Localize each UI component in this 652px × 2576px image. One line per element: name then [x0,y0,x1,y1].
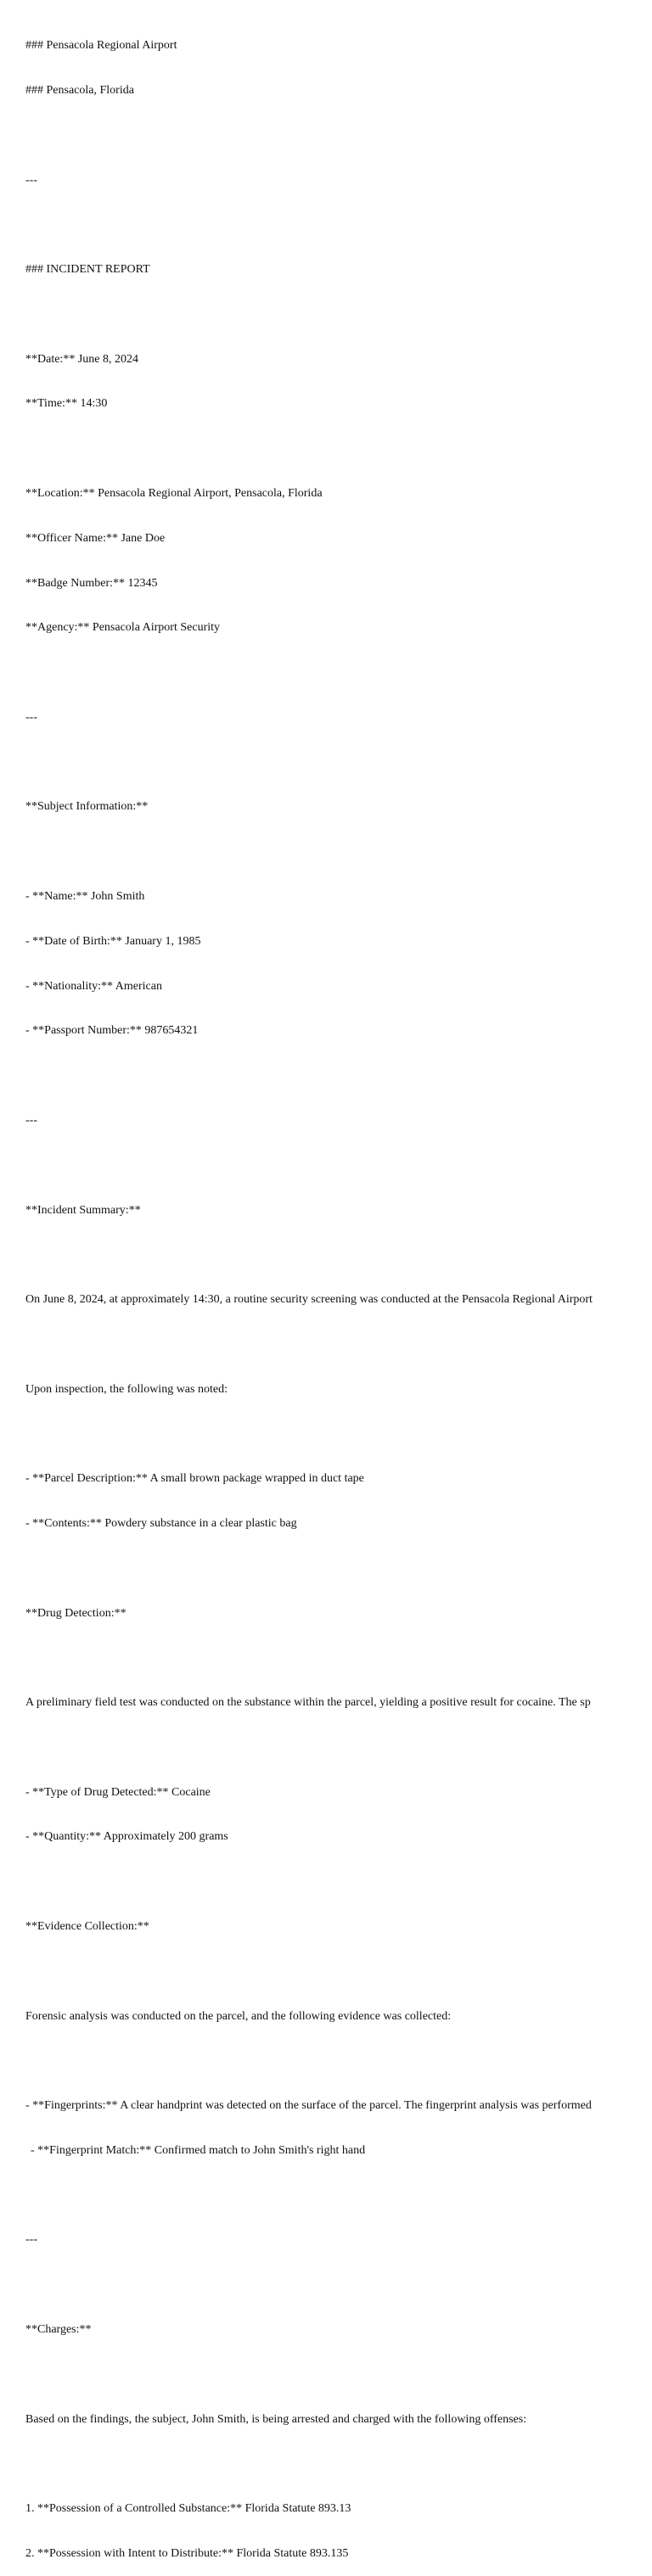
divider: --- [25,173,37,187]
charges-heading: **Charges:** [25,2323,92,2337]
divider: --- [25,710,37,724]
agency: **Agency:** Pensacola Airport Security [25,621,221,635]
inspection-text: Upon inspection, the following was noted: [25,1382,228,1396]
officer-name: **Officer Name:** Jane Doe [25,531,166,545]
report-time: **Time:** 14:30 [25,397,108,411]
parcel-description: - **Parcel Description:** A small brown package wrapped in duct tape [25,1472,364,1486]
subject-name: - **Name:** John Smith [25,890,145,904]
subject-nationality: - **Nationality:** American [25,979,162,993]
incident-heading: **Incident Summary:** [25,1203,141,1217]
drug-heading: **Drug Detection:** [25,1606,126,1620]
charge-item: 2. **Possession with Intent to Distribute:** Florida Statute 893.135 [25,2546,349,2560]
divider: --- [25,1113,37,1127]
report-date: **Date:** June 8, 2024 [25,352,138,366]
drug-quantity: - **Quantity:** Approximately 200 grams [25,1830,228,1844]
city-heading: ### Pensacola, Florida [25,83,134,97]
drug-type: - **Type of Drug Detected:** Cocaine [25,1785,211,1799]
drug-text: A preliminary field test was conducted on the substance within the parcel, yielding a positive result for cocaine. The sp [25,1696,591,1710]
evidence-heading: **Evidence Collection:** [25,1920,149,1933]
badge-number: **Badge Number:** 12345 [25,576,158,590]
parcel-contents: - **Contents:** Powdery substance in a clear plastic bag [25,1516,297,1530]
subject-passport: - **Passport Number:** 987654321 [25,1024,199,1038]
subject-heading: **Subject Information:** [25,800,149,814]
charges-text: Based on the findings, the subject, John Smith, is being arrested and charged with the following offenses: [25,2412,527,2426]
divider: --- [25,2233,37,2247]
charge-item: 1. **Possession of a Controlled Substance:** Florida Statute 893.13 [25,2502,351,2516]
airport-heading: ### Pensacola Regional Airport [25,39,177,53]
evidence-fingerprints: - **Fingerprints:** A clear handprint was detected on the surface of the parcel. The fingerprint analysis was performed [25,2099,592,2113]
incident-summary: On June 8, 2024, at approximately 14:30, a routine security screening was conducted at the Pensacola Regional Airport [25,1293,593,1307]
report-location: **Location:** Pensacola Regional Airport, Pensacola, Florida [25,487,323,500]
fingerprint-match: - **Fingerprint Match:** Confirmed match to John Smith's right hand [31,2143,366,2157]
incident-report-document [25,8,652,2576]
report-title: ### INCIDENT REPORT [25,263,150,277]
subject-dob: - **Date of Birth:** January 1, 1985 [25,934,201,948]
evidence-text: Forensic analysis was conducted on the parcel, and the following evidence was collected: [25,2009,452,2023]
